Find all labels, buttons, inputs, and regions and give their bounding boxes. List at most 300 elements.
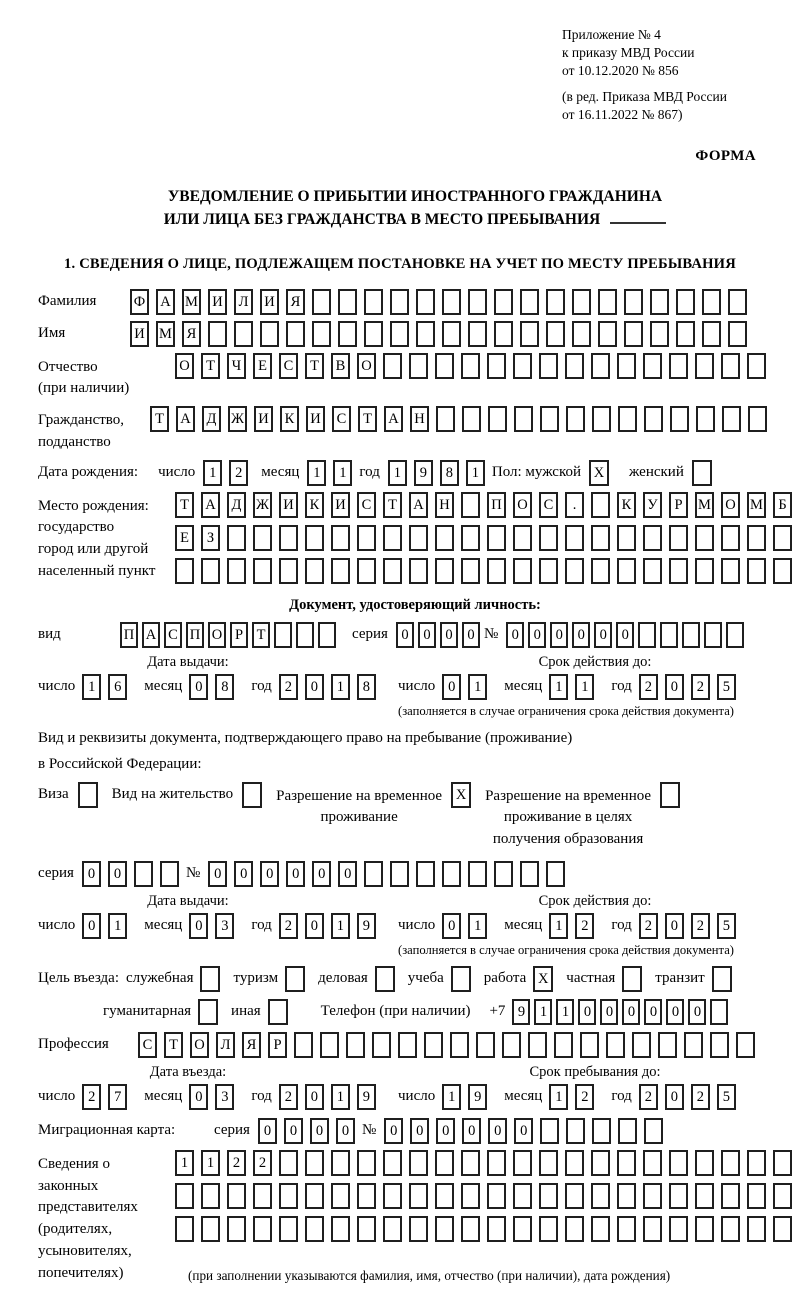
char-cell[interactable] [617,1216,636,1242]
work-checkbox[interactable]: X [533,966,553,992]
char-cell[interactable] [442,861,461,887]
char-cell[interactable] [591,1183,610,1209]
char-cell[interactable]: О [190,1032,209,1058]
char-cell[interactable] [669,558,688,584]
char-cell[interactable] [710,999,728,1025]
char-cell[interactable]: 0 [600,999,618,1025]
char-cell[interactable] [416,861,435,887]
char-cell[interactable] [591,558,610,584]
char-cell[interactable] [331,558,350,584]
residence-permit-checkbox[interactable] [242,782,262,808]
char-cell[interactable]: 1 [108,913,127,939]
char-cell[interactable]: А [201,492,220,518]
char-cell[interactable]: Е [175,525,194,551]
char-cell[interactable]: 9 [414,460,433,486]
char-cell[interactable] [520,321,539,347]
official-checkbox[interactable] [200,966,220,992]
char-cell[interactable] [383,353,402,379]
char-cell[interactable] [520,289,539,315]
char-cell[interactable]: 2 [279,1084,298,1110]
char-cell[interactable] [539,1183,558,1209]
char-cell[interactable] [702,289,721,315]
char-cell[interactable]: 1 [333,460,352,486]
char-cell[interactable] [702,321,721,347]
char-cell[interactable]: 2 [691,913,710,939]
char-cell[interactable]: 5 [717,913,736,939]
char-cell[interactable]: К [305,492,324,518]
char-cell[interactable]: Д [202,406,221,432]
char-cell[interactable] [234,321,253,347]
char-cell[interactable] [372,1032,391,1058]
char-cell[interactable] [357,558,376,584]
char-cell[interactable]: 0 [528,622,546,648]
char-cell[interactable] [488,406,507,432]
char-cell[interactable] [409,1183,428,1209]
char-cell[interactable] [364,321,383,347]
char-cell[interactable] [592,1118,611,1144]
char-cell[interactable] [695,1216,714,1242]
char-cell[interactable]: 1 [466,460,485,486]
char-cell[interactable]: 0 [410,1118,429,1144]
char-cell[interactable] [305,1183,324,1209]
char-cell[interactable] [566,406,585,432]
char-cell[interactable] [305,525,324,551]
char-cell[interactable]: 3 [215,913,234,939]
char-cell[interactable] [227,1216,246,1242]
char-cell[interactable] [592,406,611,432]
char-cell[interactable] [286,321,305,347]
char-cell[interactable]: 2 [691,1084,710,1110]
char-cell[interactable]: Ж [228,406,247,432]
char-cell[interactable]: 0 [622,999,640,1025]
char-cell[interactable] [468,289,487,315]
char-cell[interactable]: 0 [396,622,414,648]
char-cell[interactable] [669,353,688,379]
char-cell[interactable]: 1 [307,460,326,486]
char-cell[interactable] [296,622,314,648]
char-cell[interactable] [487,525,506,551]
char-cell[interactable]: 0 [305,1084,324,1110]
char-cell[interactable]: 2 [639,1084,658,1110]
char-cell[interactable]: 0 [208,861,227,887]
char-cell[interactable] [632,1032,651,1058]
char-cell[interactable]: 1 [201,1150,220,1176]
char-cell[interactable] [644,1118,663,1144]
char-cell[interactable]: Р [669,492,688,518]
char-cell[interactable] [201,1183,220,1209]
char-cell[interactable]: П [186,622,204,648]
char-cell[interactable] [487,1183,506,1209]
char-cell[interactable] [624,321,643,347]
char-cell[interactable]: 0 [514,1118,533,1144]
char-cell[interactable] [721,558,740,584]
char-cell[interactable]: П [120,622,138,648]
char-cell[interactable]: Д [227,492,246,518]
char-cell[interactable]: 0 [310,1118,329,1144]
char-cell[interactable] [487,1216,506,1242]
char-cell[interactable]: И [260,289,279,315]
char-cell[interactable] [461,1183,480,1209]
char-cell[interactable]: А [156,289,175,315]
char-cell[interactable] [618,1118,637,1144]
char-cell[interactable] [554,1032,573,1058]
char-cell[interactable] [658,1032,677,1058]
char-cell[interactable] [175,558,194,584]
char-cell[interactable] [409,353,428,379]
char-cell[interactable]: 0 [260,861,279,887]
char-cell[interactable] [227,558,246,584]
char-cell[interactable] [435,1183,454,1209]
char-cell[interactable]: 0 [665,913,684,939]
char-cell[interactable] [435,558,454,584]
char-cell[interactable]: 1 [549,913,568,939]
char-cell[interactable] [514,406,533,432]
char-cell[interactable] [201,1216,220,1242]
char-cell[interactable] [721,1216,740,1242]
char-cell[interactable]: 0 [108,861,127,887]
char-cell[interactable]: 1 [549,674,568,700]
char-cell[interactable]: С [332,406,351,432]
char-cell[interactable] [696,406,715,432]
char-cell[interactable]: С [138,1032,157,1058]
male-checkbox[interactable]: X [589,460,609,486]
char-cell[interactable] [364,861,383,887]
char-cell[interactable] [591,525,610,551]
char-cell[interactable] [494,321,513,347]
char-cell[interactable]: И [254,406,273,432]
char-cell[interactable]: М [156,321,175,347]
char-cell[interactable]: О [721,492,740,518]
char-cell[interactable]: М [182,289,201,315]
char-cell[interactable] [227,525,246,551]
char-cell[interactable] [748,406,767,432]
char-cell[interactable] [409,1216,428,1242]
char-cell[interactable]: . [565,492,584,518]
char-cell[interactable] [461,1216,480,1242]
char-cell[interactable]: 8 [215,674,234,700]
char-cell[interactable] [565,1183,584,1209]
char-cell[interactable]: 0 [284,1118,303,1144]
business-checkbox[interactable] [375,966,395,992]
char-cell[interactable] [591,353,610,379]
char-cell[interactable]: Т [164,1032,183,1058]
char-cell[interactable] [513,353,532,379]
char-cell[interactable] [383,1216,402,1242]
char-cell[interactable] [617,558,636,584]
char-cell[interactable] [476,1032,495,1058]
char-cell[interactable]: О [357,353,376,379]
char-cell[interactable]: Т [305,353,324,379]
char-cell[interactable]: К [617,492,636,518]
char-cell[interactable] [566,1118,585,1144]
char-cell[interactable]: 2 [575,913,594,939]
char-cell[interactable] [684,1032,703,1058]
char-cell[interactable]: 1 [442,1084,461,1110]
char-cell[interactable]: 0 [578,999,596,1025]
char-cell[interactable] [346,1032,365,1058]
char-cell[interactable]: 1 [388,460,407,486]
char-cell[interactable] [357,1183,376,1209]
char-cell[interactable] [320,1032,339,1058]
char-cell[interactable]: 1 [175,1150,194,1176]
char-cell[interactable] [409,525,428,551]
char-cell[interactable]: Е [253,353,272,379]
char-cell[interactable] [580,1032,599,1058]
char-cell[interactable]: 1 [331,913,350,939]
char-cell[interactable] [728,321,747,347]
char-cell[interactable] [487,353,506,379]
char-cell[interactable]: 0 [189,1084,208,1110]
char-cell[interactable]: Т [252,622,270,648]
char-cell[interactable] [721,353,740,379]
char-cell[interactable] [546,321,565,347]
char-cell[interactable]: 6 [108,674,127,700]
char-cell[interactable] [383,525,402,551]
female-checkbox[interactable] [692,460,712,486]
char-cell[interactable]: С [164,622,182,648]
char-cell[interactable]: О [208,622,226,648]
char-cell[interactable]: 0 [462,622,480,648]
char-cell[interactable] [461,492,480,518]
char-cell[interactable] [643,558,662,584]
char-cell[interactable] [331,1216,350,1242]
char-cell[interactable]: 0 [442,913,461,939]
humanitarian-checkbox[interactable] [198,999,218,1025]
study-checkbox[interactable] [451,966,471,992]
char-cell[interactable]: Я [286,289,305,315]
char-cell[interactable]: 2 [639,674,658,700]
char-cell[interactable]: 0 [462,1118,481,1144]
char-cell[interactable]: 3 [215,1084,234,1110]
char-cell[interactable]: О [513,492,532,518]
char-cell[interactable]: И [279,492,298,518]
char-cell[interactable] [520,861,539,887]
char-cell[interactable] [669,525,688,551]
char-cell[interactable] [487,558,506,584]
char-cell[interactable] [390,289,409,315]
char-cell[interactable] [331,1183,350,1209]
char-cell[interactable]: 1 [534,999,552,1025]
char-cell[interactable] [442,321,461,347]
char-cell[interactable] [606,1032,625,1058]
char-cell[interactable]: 0 [258,1118,277,1144]
char-cell[interactable]: 0 [665,1084,684,1110]
char-cell[interactable]: 5 [717,674,736,700]
char-cell[interactable] [670,406,689,432]
char-cell[interactable]: Т [201,353,220,379]
char-cell[interactable] [539,525,558,551]
char-cell[interactable] [279,1183,298,1209]
char-cell[interactable]: 8 [357,674,376,700]
char-cell[interactable] [539,558,558,584]
char-cell[interactable]: 0 [506,622,524,648]
char-cell[interactable] [294,1032,313,1058]
char-cell[interactable] [468,321,487,347]
char-cell[interactable] [338,289,357,315]
char-cell[interactable]: С [357,492,376,518]
char-cell[interactable] [134,861,153,887]
char-cell[interactable]: И [130,321,149,347]
char-cell[interactable]: 0 [572,622,590,648]
char-cell[interactable] [513,525,532,551]
char-cell[interactable]: 1 [556,999,574,1025]
char-cell[interactable]: 2 [229,460,248,486]
char-cell[interactable]: О [175,353,194,379]
char-cell[interactable] [338,321,357,347]
char-cell[interactable] [747,1183,766,1209]
char-cell[interactable]: 1 [549,1084,568,1110]
char-cell[interactable] [695,353,714,379]
transit-checkbox[interactable] [712,966,732,992]
char-cell[interactable]: 0 [688,999,706,1025]
char-cell[interactable]: 9 [468,1084,487,1110]
char-cell[interactable] [513,1216,532,1242]
char-cell[interactable] [728,289,747,315]
char-cell[interactable] [565,558,584,584]
char-cell[interactable] [773,1216,792,1242]
char-cell[interactable]: 2 [227,1150,246,1176]
char-cell[interactable]: 0 [286,861,305,887]
char-cell[interactable]: С [539,492,558,518]
char-cell[interactable] [546,289,565,315]
char-cell[interactable]: Р [268,1032,287,1058]
char-cell[interactable]: 0 [550,622,568,648]
char-cell[interactable] [650,321,669,347]
char-cell[interactable]: 1 [331,1084,350,1110]
char-cell[interactable]: Т [150,406,169,432]
char-cell[interactable] [253,558,272,584]
char-cell[interactable] [682,622,700,648]
char-cell[interactable]: 0 [440,622,458,648]
char-cell[interactable]: 9 [357,1084,376,1110]
char-cell[interactable] [436,406,455,432]
char-cell[interactable] [540,1118,559,1144]
char-cell[interactable] [305,1216,324,1242]
char-cell[interactable] [424,1032,443,1058]
char-cell[interactable]: 0 [384,1118,403,1144]
char-cell[interactable]: 0 [616,622,634,648]
char-cell[interactable] [669,1216,688,1242]
char-cell[interactable] [704,622,722,648]
char-cell[interactable]: Н [410,406,429,432]
char-cell[interactable] [572,321,591,347]
visa-checkbox[interactable] [78,782,98,808]
char-cell[interactable]: 2 [253,1150,272,1176]
char-cell[interactable] [279,558,298,584]
char-cell[interactable]: 0 [338,861,357,887]
char-cell[interactable] [442,289,461,315]
char-cell[interactable] [638,622,656,648]
char-cell[interactable] [572,289,591,315]
char-cell[interactable]: 2 [279,913,298,939]
char-cell[interactable] [695,558,714,584]
char-cell[interactable]: К [280,406,299,432]
char-cell[interactable] [435,1216,454,1242]
char-cell[interactable]: 0 [665,674,684,700]
char-cell[interactable] [160,861,179,887]
char-cell[interactable]: Я [182,321,201,347]
char-cell[interactable] [650,289,669,315]
char-cell[interactable] [773,1183,792,1209]
char-cell[interactable]: У [643,492,662,518]
char-cell[interactable] [747,525,766,551]
char-cell[interactable] [331,525,350,551]
char-cell[interactable]: 0 [336,1118,355,1144]
char-cell[interactable] [416,321,435,347]
char-cell[interactable]: М [747,492,766,518]
char-cell[interactable]: А [142,622,160,648]
char-cell[interactable] [383,558,402,584]
char-cell[interactable] [468,861,487,887]
char-cell[interactable]: Б [773,492,792,518]
char-cell[interactable] [279,525,298,551]
char-cell[interactable] [528,1032,547,1058]
char-cell[interactable] [565,1216,584,1242]
char-cell[interactable] [416,289,435,315]
char-cell[interactable]: 0 [189,913,208,939]
char-cell[interactable] [435,525,454,551]
char-cell[interactable]: 2 [279,674,298,700]
char-cell[interactable]: М [695,492,714,518]
char-cell[interactable] [736,1032,755,1058]
char-cell[interactable] [617,1183,636,1209]
char-cell[interactable]: 0 [305,674,324,700]
char-cell[interactable] [539,1216,558,1242]
char-cell[interactable] [462,406,481,432]
char-cell[interactable]: 0 [82,913,101,939]
char-cell[interactable] [722,406,741,432]
char-cell[interactable]: С [279,353,298,379]
char-cell[interactable]: 0 [644,999,662,1025]
char-cell[interactable] [383,1183,402,1209]
char-cell[interactable]: 2 [82,1084,101,1110]
char-cell[interactable]: Р [230,622,248,648]
char-cell[interactable]: 2 [575,1084,594,1110]
char-cell[interactable]: Ч [227,353,246,379]
char-cell[interactable] [539,353,558,379]
char-cell[interactable]: 0 [305,913,324,939]
char-cell[interactable] [643,353,662,379]
char-cell[interactable]: 2 [639,913,658,939]
char-cell[interactable] [643,1183,662,1209]
char-cell[interactable] [540,406,559,432]
edu-permit-checkbox[interactable] [660,782,680,808]
char-cell[interactable]: 7 [108,1084,127,1110]
char-cell[interactable] [617,525,636,551]
char-cell[interactable] [660,622,678,648]
temp-permit-checkbox[interactable]: X [451,782,471,808]
char-cell[interactable]: Н [435,492,454,518]
char-cell[interactable]: 0 [234,861,253,887]
char-cell[interactable] [695,1183,714,1209]
char-cell[interactable]: З [201,525,220,551]
char-cell[interactable]: 1 [82,674,101,700]
char-cell[interactable] [624,289,643,315]
char-cell[interactable] [747,1216,766,1242]
char-cell[interactable] [618,406,637,432]
char-cell[interactable] [617,353,636,379]
char-cell[interactable]: В [331,353,350,379]
char-cell[interactable] [494,861,513,887]
char-cell[interactable] [274,622,292,648]
char-cell[interactable] [676,289,695,315]
char-cell[interactable] [312,321,331,347]
char-cell[interactable] [461,353,480,379]
char-cell[interactable] [494,289,513,315]
char-cell[interactable] [565,353,584,379]
char-cell[interactable] [253,1183,272,1209]
char-cell[interactable] [201,558,220,584]
